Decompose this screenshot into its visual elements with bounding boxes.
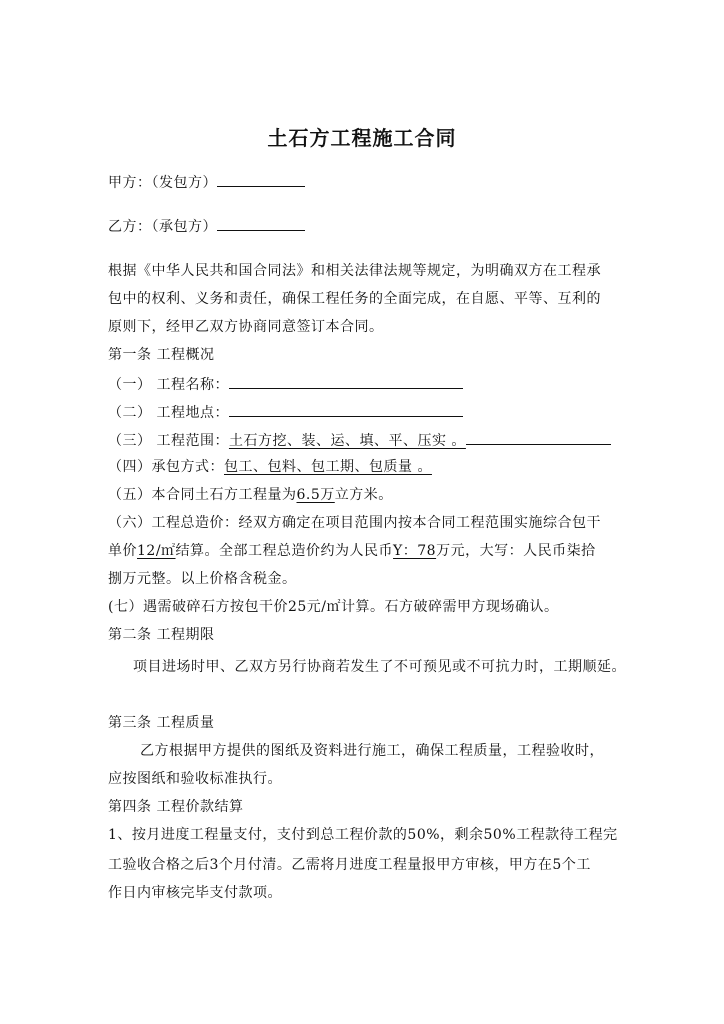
project-location-line [108,402,463,422]
total-price-line-3: 捌万元整。以上价格含税金。 [108,571,297,587]
project-name-blank [229,374,463,389]
party-b-label: 乙方：（承包方） [108,219,217,235]
project-name-label: （一） 工程名称： [108,377,229,393]
project-scope-blank [466,430,611,445]
contract-mode-value: 包工、包料、包工期、包质量 。 [224,459,432,475]
preamble-line-3: 原则下，经甲乙双方协商同意签订本合同。 [108,319,384,335]
party-a-line [108,172,305,192]
preamble-line-1: 根据《中华人民共和国合同法》和相关法律法规等规定，为明确双方在工程承 [108,263,601,279]
quantity-line [108,486,393,504]
article-3-body-line-1: 乙方根据甲方提供的图纸及资料进行施工，确保工程质量，工程验收时， [140,743,604,759]
quantity-unit: 立方米。 [334,487,393,503]
article-2-body: 项目进场时甲、乙双方另行协商若发生了不可预见或不可抗力时，工期顺延。 [133,659,626,675]
quantity-label: （五）本合同土石方工程量为 [108,487,297,503]
project-location-blank [229,402,463,417]
total-price-text: 结算。全部工程总造价约为人民币 [175,543,394,559]
party-a-label: 甲方：（发包方） [108,175,217,191]
unit-price-label: 单价 [108,543,137,559]
article-2-heading: 第二条 工程期限 [108,627,215,643]
preamble-line-2: 包中的权利、义务和责任，确保工程任务的全面完成，在自愿、平等、互利的 [108,291,601,307]
total-price-value: Y：78 [393,543,437,559]
contract-mode-line [108,458,432,476]
project-scope-label: （三） 工程范围： [108,433,229,449]
party-b-line [108,216,305,236]
contract-mode-label: （四）承包方式： [108,459,224,475]
rock-breaking-line: (七）遇需破碎石方按包干价25元/㎡计算。石方破碎需甲方现场确认。 [108,599,559,615]
article-4-line-1: 1、按月进度工程量支付，支付到总工程价款的50%，剩余50%工程款待工程完 [108,827,618,843]
project-scope-line [108,430,611,450]
total-price-line-2 [108,542,596,560]
article-3-heading: 第三条 工程质量 [108,715,215,731]
unit-price-value: 12/㎡ [137,543,176,559]
article-4-heading: 第四条 工程价款结算 [108,799,244,815]
total-price-line-1: （六）工程总造价：经双方确定在项目范围内按本合同工程范围实施综合包干 [108,515,601,531]
page-title: 土石方工程施工合同 [267,126,457,150]
project-name-line [108,374,463,394]
total-price-capital: 万元，大写：人民币柒拾 [436,543,596,559]
party-a-blank [217,172,305,187]
article-1-heading: 第一条 工程概况 [108,347,215,363]
party-b-blank [217,216,305,231]
quantity-value: 6.5万 [296,487,335,503]
project-location-label: （二） 工程地点： [108,405,229,421]
project-scope-value: 土石方挖、装、运、填、平、压实 。 [228,433,466,449]
article-4-line-2: 工验收合格之后3个月付清。乙需将月进度工程量报甲方审核，甲方在5个工 [108,857,591,873]
article-3-body-line-2: 应按图纸和验收标准执行。 [108,771,282,787]
article-4-line-3: 作日内审核完毕支付款项。 [108,885,282,901]
